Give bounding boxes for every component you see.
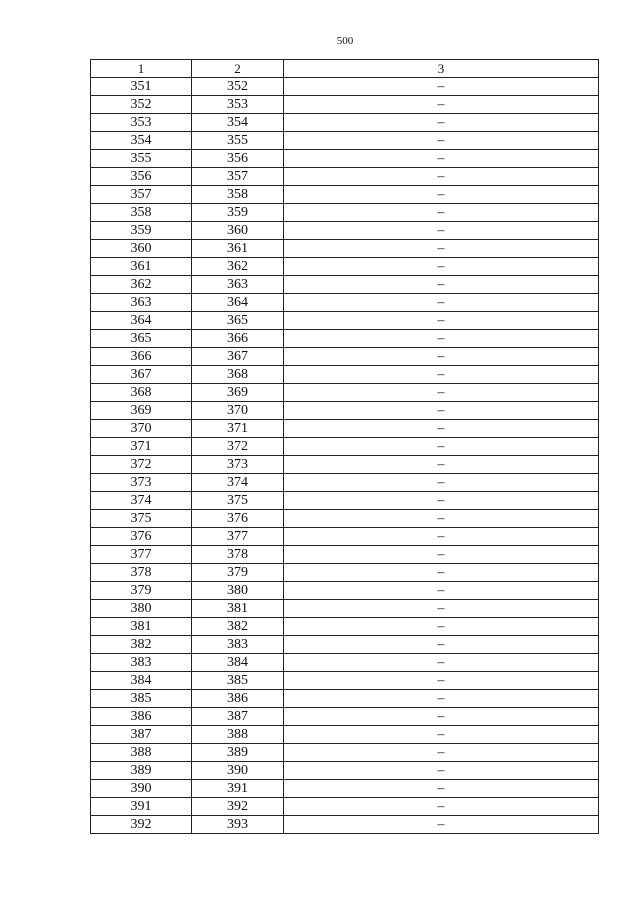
table-row [91,528,599,546]
table-cell-col-3: – [284,240,599,258]
table-cell-col-1: 380 [91,600,192,618]
table-row [91,366,599,384]
table-row [91,636,599,654]
table-cell-col-2: 393 [192,816,284,834]
table-cell-col-2: 357 [192,168,284,186]
table-row [91,384,599,402]
table-cell-col-3: – [284,528,599,546]
table-cell-col-3: – [284,114,599,132]
table-cell-col-3: – [284,348,599,366]
table-cell-col-3: – [284,420,599,438]
table-cell-col-2: 365 [192,312,284,330]
table-cell-col-2: 389 [192,744,284,762]
table-cell-col-3: – [284,654,599,672]
table-row [91,438,599,456]
table-cell-col-2: 376 [192,510,284,528]
table-row [91,276,599,294]
column-header-1: 1 [91,60,192,78]
table-cell-col-3: – [284,294,599,312]
table-row [91,474,599,492]
table-cell-col-1: 382 [91,636,192,654]
table-row [91,402,599,420]
table-cell-col-3: – [284,222,599,240]
column-header-2: 2 [192,60,284,78]
data-table [90,59,599,834]
table-cell-col-3: – [284,690,599,708]
table-cell-col-2: 390 [192,762,284,780]
table-row [91,168,599,186]
table-cell-col-3: – [284,384,599,402]
table-cell-col-1: 383 [91,654,192,672]
table-cell-col-2: 354 [192,114,284,132]
table-cell-col-3: – [284,186,599,204]
table-cell-col-2: 368 [192,366,284,384]
table-cell-col-1: 374 [91,492,192,510]
table-cell-col-3: – [284,816,599,834]
table-cell-col-2: 358 [192,186,284,204]
table-cell-col-1: 352 [91,96,192,114]
table-cell-col-1: 370 [91,420,192,438]
table-cell-col-3: – [284,204,599,222]
table-row [91,222,599,240]
table-cell-col-3: – [284,456,599,474]
table-row [91,204,599,222]
table-cell-col-1: 364 [91,312,192,330]
table-cell-col-2: 356 [192,150,284,168]
table-row [91,348,599,366]
table-row [91,600,599,618]
table-cell-col-3: – [284,276,599,294]
table-cell-col-2: 374 [192,474,284,492]
table-cell-col-3: – [284,132,599,150]
table-cell-col-2: 391 [192,780,284,798]
table-cell-col-2: 372 [192,438,284,456]
table-cell-col-3: – [284,402,599,420]
table-cell-col-1: 361 [91,258,192,276]
table-cell-col-2: 379 [192,564,284,582]
table-cell-col-1: 387 [91,726,192,744]
table-row [91,456,599,474]
table-cell-col-3: – [284,438,599,456]
table-row [91,744,599,762]
table-cell-col-1: 381 [91,618,192,636]
table-cell-col-3: – [284,492,599,510]
table-row [91,312,599,330]
table-row [91,582,599,600]
table-cell-col-1: 372 [91,456,192,474]
table-cell-col-2: 364 [192,294,284,312]
table-cell-col-3: – [284,366,599,384]
table-cell-col-2: 363 [192,276,284,294]
table-cell-col-3: – [284,546,599,564]
table-cell-col-3: – [284,330,599,348]
table-row [91,114,599,132]
table-cell-col-3: – [284,510,599,528]
table-row [91,96,599,114]
table-row [91,618,599,636]
table-cell-col-1: 388 [91,744,192,762]
table-row [91,258,599,276]
table-cell-col-3: – [284,600,599,618]
table-cell-col-2: 369 [192,384,284,402]
table-cell-col-3: – [284,564,599,582]
table-cell-col-1: 378 [91,564,192,582]
table-row [91,420,599,438]
table-cell-col-1: 391 [91,798,192,816]
table-cell-col-1: 357 [91,186,192,204]
table-cell-col-2: 359 [192,204,284,222]
table-cell-col-1: 362 [91,276,192,294]
table-cell-col-3: – [284,582,599,600]
table-cell-col-1: 355 [91,150,192,168]
table-row [91,798,599,816]
table-cell-col-2: 360 [192,222,284,240]
table-cell-col-3: – [284,474,599,492]
page-number: 500 [336,35,354,47]
table-cell-col-2: 362 [192,258,284,276]
table-cell-col-1: 385 [91,690,192,708]
table-cell-col-3: – [284,150,599,168]
table-row [91,510,599,528]
table-row [91,564,599,582]
table-cell-col-2: 373 [192,456,284,474]
table-cell-col-3: – [284,726,599,744]
table-row [91,546,599,564]
table-cell-col-3: – [284,258,599,276]
table-cell-col-2: 381 [192,600,284,618]
table-cell-col-2: 375 [192,492,284,510]
table-cell-col-1: 375 [91,510,192,528]
column-header-3: 3 [284,60,599,78]
table-cell-col-1: 353 [91,114,192,132]
table-cell-col-1: 373 [91,474,192,492]
table-cell-col-2: 371 [192,420,284,438]
table-cell-col-3: – [284,762,599,780]
table-cell-col-3: – [284,798,599,816]
table-cell-col-1: 379 [91,582,192,600]
table-cell-col-3: – [284,708,599,726]
table-row [91,780,599,798]
table-cell-col-1: 389 [91,762,192,780]
table-row [91,78,599,96]
table-row [91,150,599,168]
header-row [91,60,599,78]
table-cell-col-1: 363 [91,294,192,312]
table-cell-col-1: 356 [91,168,192,186]
table-cell-col-1: 386 [91,708,192,726]
table-cell-col-2: 382 [192,618,284,636]
table-cell-col-1: 351 [91,78,192,96]
table-cell-col-1: 377 [91,546,192,564]
table-cell-col-2: 367 [192,348,284,366]
table-cell-col-1: 358 [91,204,192,222]
table-cell-col-2: 380 [192,582,284,600]
table-row [91,294,599,312]
table-cell-col-1: 369 [91,402,192,420]
table-row [91,726,599,744]
table-cell-col-2: 352 [192,78,284,96]
table-row [91,492,599,510]
table-cell-col-3: – [284,96,599,114]
table-cell-col-1: 384 [91,672,192,690]
table-cell-col-3: – [284,780,599,798]
table-cell-col-2: 361 [192,240,284,258]
table-cell-col-3: – [284,672,599,690]
table-cell-col-3: – [284,636,599,654]
table-cell-col-3: – [284,78,599,96]
table-cell-col-1: 360 [91,240,192,258]
table-row [91,330,599,348]
table-cell-col-2: 385 [192,672,284,690]
table-cell-col-2: 366 [192,330,284,348]
table-cell-col-1: 367 [91,366,192,384]
table-cell-col-1: 376 [91,528,192,546]
table-row [91,762,599,780]
table-cell-col-1: 366 [91,348,192,366]
table-cell-col-2: 353 [192,96,284,114]
table-cell-col-1: 365 [91,330,192,348]
table-row [91,672,599,690]
table-cell-col-1: 354 [91,132,192,150]
table-cell-col-2: 386 [192,690,284,708]
table-header [91,60,599,78]
table-row [91,816,599,834]
table-cell-col-2: 370 [192,402,284,420]
table-row [91,186,599,204]
table-cell-col-2: 378 [192,546,284,564]
table-cell-col-1: 392 [91,816,192,834]
table-cell-col-3: – [284,312,599,330]
table-cell-col-2: 384 [192,654,284,672]
table-row [91,654,599,672]
table-cell-col-1: 368 [91,384,192,402]
table-row [91,132,599,150]
table-cell-col-2: 383 [192,636,284,654]
table-row [91,240,599,258]
table-cell-col-2: 355 [192,132,284,150]
table-cell-col-2: 392 [192,798,284,816]
table-body [91,78,599,834]
table-cell-col-1: 359 [91,222,192,240]
table-cell-col-2: 388 [192,726,284,744]
table-cell-col-2: 387 [192,708,284,726]
table-cell-col-1: 371 [91,438,192,456]
table-cell-col-3: – [284,744,599,762]
table-cell-col-1: 390 [91,780,192,798]
table-cell-col-3: – [284,168,599,186]
table-row [91,708,599,726]
table-row [91,690,599,708]
table-cell-col-2: 377 [192,528,284,546]
table-cell-col-3: – [284,618,599,636]
